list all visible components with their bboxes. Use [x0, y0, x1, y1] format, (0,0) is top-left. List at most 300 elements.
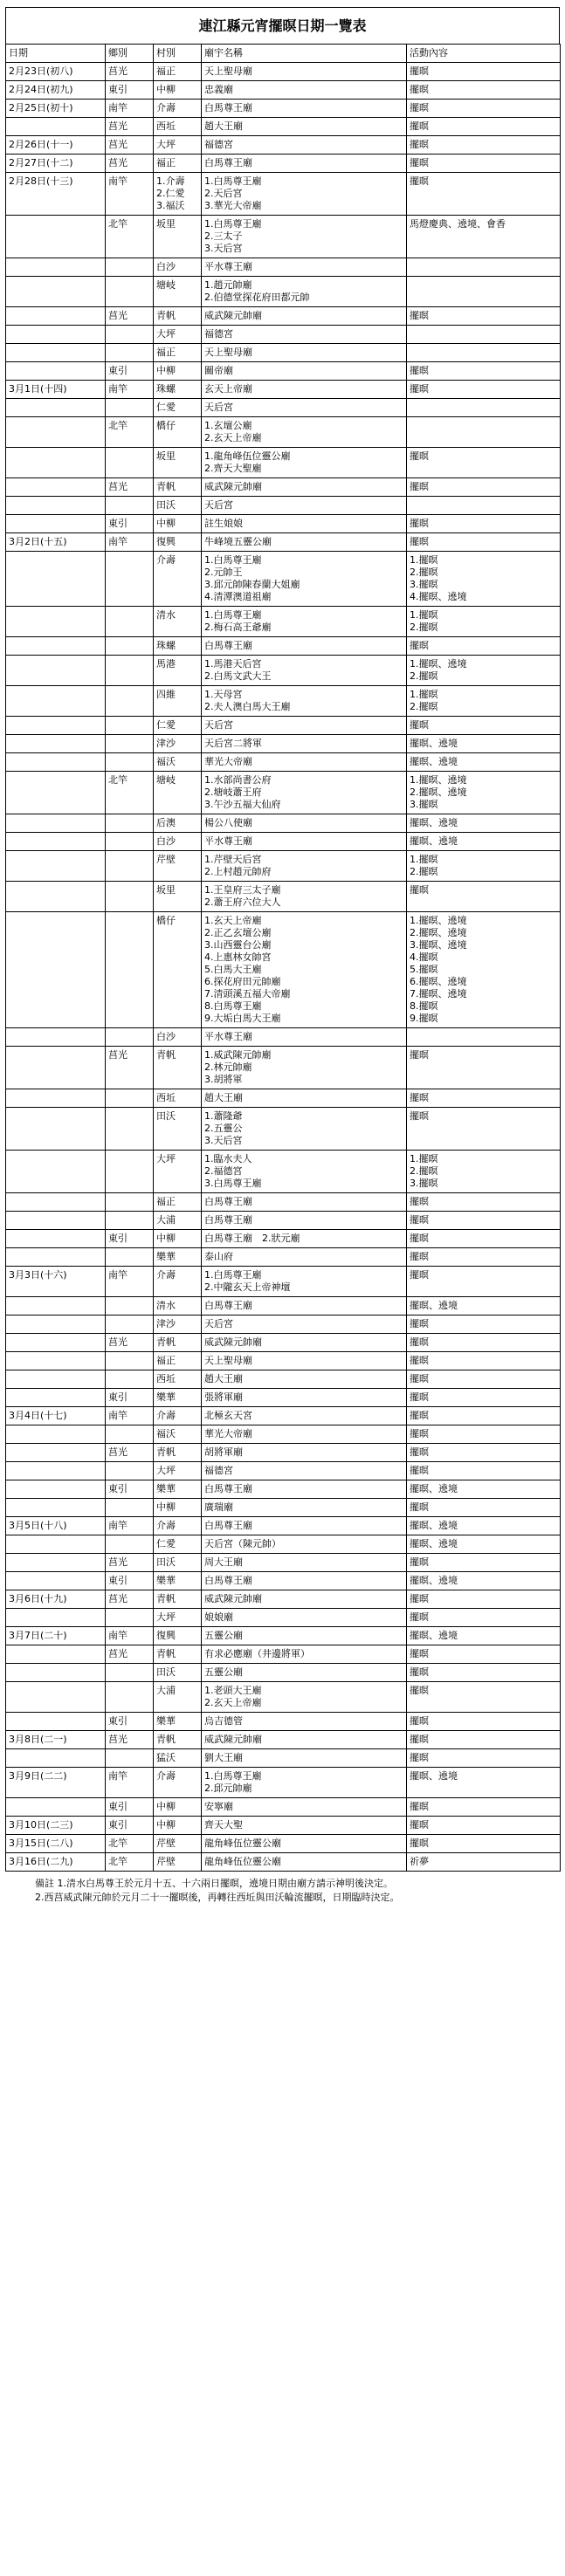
cell-date [6, 1230, 106, 1248]
cell-village: 福正 [154, 1352, 202, 1370]
cell-date [6, 1535, 106, 1554]
cell-date: 2月24日(初九) [6, 81, 106, 100]
schedule-table [5, 44, 561, 1872]
cell-temple: 1.水部尚書公府 2.塘岐蕭王府 3.午沙五福大仙府 [202, 772, 407, 814]
cell-activity: 擺暝 [407, 1047, 561, 1089]
cell-activity: 1.擺暝、遶境 2.擺暝、遶境 3.擺暝 [407, 772, 561, 814]
cell-activity: 擺暝、遶境 [407, 1768, 561, 1798]
cell-village: 清水 [154, 607, 202, 637]
cell-village: 猛沃 [154, 1749, 202, 1768]
cell-activity: 擺暝 [407, 381, 561, 399]
cell-date: 3月10日(二三) [6, 1817, 106, 1835]
cell-date: 3月4日(十七) [6, 1407, 106, 1425]
table-row [6, 717, 561, 735]
cell-activity [407, 258, 561, 277]
cell-village: 大坪 [154, 1151, 202, 1193]
cell-town [106, 1297, 154, 1315]
cell-date [6, 1089, 106, 1108]
table-row [6, 772, 561, 814]
cell-date [6, 1315, 106, 1334]
cell-village: 白沙 [154, 258, 202, 277]
cell-date: 2月28日(十三) [6, 173, 106, 216]
cell-date: 3月7日(二十) [6, 1627, 106, 1645]
cell-temple: 華光大帝廟 [202, 753, 407, 772]
cell-temple: 白馬尊王廟 [202, 1572, 407, 1590]
cell-date [6, 1749, 106, 1768]
cell-town: 莒光 [106, 1554, 154, 1572]
cell-village: 津沙 [154, 1315, 202, 1334]
cell-town: 南竿 [106, 1407, 154, 1425]
cell-temple: 劉大王廟 [202, 1749, 407, 1768]
cell-village: 青帆 [154, 478, 202, 497]
cell-village: 清水 [154, 1297, 202, 1315]
table-row [6, 1089, 561, 1108]
table-row [6, 1682, 561, 1713]
cell-village: 津沙 [154, 735, 202, 753]
document-title: 連江縣元宵擺暝日期一覽表 [5, 7, 560, 44]
cell-date [6, 851, 106, 882]
cell-temple: 白馬尊王廟 [202, 1480, 407, 1499]
cell-date [6, 833, 106, 851]
cell-activity: 擺暝 [407, 1212, 561, 1230]
cell-date: 3月8日(二一) [6, 1731, 106, 1749]
cell-activity: 擺暝 [407, 307, 561, 326]
cell-town [106, 1535, 154, 1554]
cell-activity: 1.擺暝 2.擺暝 [407, 851, 561, 882]
cell-temple: 白馬尊王廟 [202, 1212, 407, 1230]
cell-town [106, 1089, 154, 1108]
table-body [6, 63, 561, 1872]
cell-temple: 1.玄壇公廟 2.玄天上帝廟 [202, 417, 407, 448]
cell-village: 后澳 [154, 814, 202, 833]
cell-date [6, 399, 106, 417]
table-row [6, 1248, 561, 1267]
cell-date [6, 735, 106, 753]
cell-activity: 擺暝、遶境 [407, 1297, 561, 1315]
cell-activity: 擺暝 [407, 1499, 561, 1517]
footnote-line-2: 2.西莒威武陳元帥於元月二十一擺暝後，再轉往西坵與田沃輪流擺暝，日期臨時決定。 [35, 1892, 400, 1903]
cell-date [6, 497, 106, 515]
cell-town [106, 1664, 154, 1682]
cell-town [106, 1749, 154, 1768]
cell-temple: 天后宮 [202, 399, 407, 417]
cell-town [106, 1609, 154, 1627]
cell-date: 3月6日(十九) [6, 1590, 106, 1609]
cell-activity [407, 277, 561, 307]
table-row [6, 1817, 561, 1835]
table-row [6, 136, 561, 155]
table-row [6, 533, 561, 552]
cell-temple: 威武陳元帥廟 [202, 1731, 407, 1749]
cell-date [6, 1572, 106, 1590]
cell-village: 西坵 [154, 1370, 202, 1389]
cell-village: 大浦 [154, 1212, 202, 1230]
cell-date [6, 1798, 106, 1817]
header-town: 鄉別 [106, 45, 154, 63]
cell-town [106, 1248, 154, 1267]
cell-temple: 1.玄天上帝廟 2.正乙玄壇公廟 3.山西靈台公廟 4.上惠林女帥宮 5.白馬大王廟 6.探花府田元帥廟 7.清頭溪五福大帝廟 8.白馬尊王廟 9.大垢白馬大王廟 [202, 912, 407, 1028]
cell-town [106, 607, 154, 637]
table-row [6, 1462, 561, 1480]
cell-temple: 1.龍角峰伍位靈公廟 2.齊天大聖廟 [202, 448, 407, 478]
cell-date [6, 1389, 106, 1407]
cell-village: 福正 [154, 344, 202, 362]
cell-temple: 五靈公廟 [202, 1664, 407, 1682]
cell-date [6, 656, 106, 686]
cell-town: 北竿 [106, 1853, 154, 1872]
cell-town: 南竿 [106, 1517, 154, 1535]
cell-town [106, 851, 154, 882]
table-row [6, 1517, 561, 1535]
cell-town: 莒光 [106, 1731, 154, 1749]
cell-village: 田沃 [154, 1554, 202, 1572]
table-row [6, 1554, 561, 1572]
cell-date [6, 1028, 106, 1047]
cell-village: 仁愛 [154, 717, 202, 735]
cell-temple: 1.白馬尊王廟 2.梅石高王爺廟 [202, 607, 407, 637]
cell-temple: 玄天上帝廟 [202, 381, 407, 399]
cell-temple: 張將軍廟 [202, 1389, 407, 1407]
table-row [6, 607, 561, 637]
cell-town: 北竿 [106, 1835, 154, 1853]
cell-town [106, 258, 154, 277]
cell-village: 介壽 [154, 1517, 202, 1535]
cell-activity: 擺暝 [407, 1731, 561, 1749]
cell-temple: 1.趙元帥廟 2.伯德堂探花府田都元帥 [202, 277, 407, 307]
cell-village: 中柳 [154, 362, 202, 381]
cell-town [106, 497, 154, 515]
cell-village: 福正 [154, 155, 202, 173]
cell-village: 仁愛 [154, 399, 202, 417]
table-row [6, 362, 561, 381]
table-row [6, 1230, 561, 1248]
cell-town: 莒光 [106, 63, 154, 81]
table-row [6, 1664, 561, 1682]
cell-town [106, 277, 154, 307]
cell-date [6, 753, 106, 772]
cell-date: 3月16日(二九) [6, 1853, 106, 1872]
cell-activity: 擺暝 [407, 1108, 561, 1151]
cell-village: 芹壁 [154, 1835, 202, 1853]
cell-temple: 1.王皇府三太子廟 2.蕭王府六位大人 [202, 882, 407, 912]
table-row [6, 307, 561, 326]
table-row [6, 1297, 561, 1315]
cell-activity [407, 399, 561, 417]
cell-temple: 平水尊王廟 [202, 1028, 407, 1047]
cell-village: 大浦 [154, 1682, 202, 1713]
table-header-row [6, 45, 561, 63]
cell-temple: 天后宮 [202, 497, 407, 515]
cell-village: 青帆 [154, 1731, 202, 1749]
table-row [6, 478, 561, 497]
cell-activity: 擺暝、遶境 [407, 1627, 561, 1645]
table-row [6, 1212, 561, 1230]
cell-temple: 1.威武陳元帥廟 2.林元帥廟 3.胡將軍 [202, 1047, 407, 1089]
cell-town: 東引 [106, 1480, 154, 1499]
cell-activity: 擺暝 [407, 1713, 561, 1731]
cell-activity: 擺暝 [407, 1835, 561, 1853]
cell-temple: 天后宮 [202, 717, 407, 735]
cell-village: 青帆 [154, 1047, 202, 1089]
cell-town [106, 1370, 154, 1389]
table-row [6, 1407, 561, 1425]
cell-activity: 擺暝、遶境 [407, 735, 561, 753]
cell-temple: 忠義廟 [202, 81, 407, 100]
cell-date [6, 417, 106, 448]
cell-temple: 華光大帝廟 [202, 1425, 407, 1444]
cell-activity: 擺暝 [407, 1798, 561, 1817]
cell-temple: 五靈公廟 [202, 1627, 407, 1645]
cell-town: 南竿 [106, 533, 154, 552]
cell-date: 2月25日(初十) [6, 100, 106, 118]
table-row [6, 552, 561, 607]
footnote [9, 1877, 559, 1905]
cell-village: 青帆 [154, 307, 202, 326]
cell-village: 樂華 [154, 1389, 202, 1407]
cell-town [106, 1193, 154, 1212]
cell-village: 大坪 [154, 136, 202, 155]
cell-activity: 1.擺暝 2.擺暝 3.擺暝 4.擺暝、遶境 [407, 552, 561, 607]
cell-date [6, 1609, 106, 1627]
cell-village: 復興 [154, 1627, 202, 1645]
cell-town [106, 1151, 154, 1193]
cell-activity: 擺暝 [407, 448, 561, 478]
cell-activity: 擺暝 [407, 63, 561, 81]
cell-town [106, 833, 154, 851]
cell-date: 3月3日(十六) [6, 1267, 106, 1297]
cell-village: 芹壁 [154, 1853, 202, 1872]
cell-town: 南竿 [106, 1267, 154, 1297]
cell-town [106, 686, 154, 717]
table-row [6, 1713, 561, 1731]
cell-temple: 趙大王廟 [202, 1370, 407, 1389]
table-row [6, 173, 561, 216]
table-row [6, 753, 561, 772]
cell-village: 復興 [154, 533, 202, 552]
cell-village: 樂華 [154, 1480, 202, 1499]
cell-town [106, 912, 154, 1028]
cell-temple: 天后宮（陳元帥） [202, 1535, 407, 1554]
header-temple: 廟宇名稱 [202, 45, 407, 63]
table-row [6, 1749, 561, 1768]
cell-activity: 擺暝 [407, 478, 561, 497]
cell-date [6, 448, 106, 478]
cell-town [106, 1028, 154, 1047]
table-row [6, 1370, 561, 1389]
cell-date [6, 1108, 106, 1151]
table-row [6, 1768, 561, 1798]
cell-temple: 威武陳元帥廟 [202, 478, 407, 497]
cell-date [6, 552, 106, 607]
cell-town [106, 1499, 154, 1517]
cell-date [6, 912, 106, 1028]
cell-activity: 1.擺暝 2.擺暝 [407, 607, 561, 637]
cell-village: 1.介壽 2.仁愛 3.福沃 [154, 173, 202, 216]
cell-town [106, 717, 154, 735]
cell-activity: 擺暝、遶境 [407, 753, 561, 772]
cell-temple: 有求必應廟（井邊將軍） [202, 1645, 407, 1664]
cell-town: 莒光 [106, 155, 154, 173]
cell-date [6, 1151, 106, 1193]
table-row [6, 100, 561, 118]
table-row [6, 1590, 561, 1609]
cell-village: 介壽 [154, 552, 202, 607]
cell-temple: 天后宮二將軍 [202, 735, 407, 753]
cell-village: 樂華 [154, 1713, 202, 1731]
cell-town [106, 814, 154, 833]
cell-temple: 白馬尊王廟 [202, 1193, 407, 1212]
table-row [6, 1499, 561, 1517]
cell-village: 福正 [154, 63, 202, 81]
cell-village: 介壽 [154, 1768, 202, 1798]
cell-temple: 福德宮 [202, 1462, 407, 1480]
cell-date [6, 1352, 106, 1370]
cell-activity [407, 326, 561, 344]
table-row [6, 1334, 561, 1352]
cell-temple: 白馬尊王廟 2.狀元廟 [202, 1230, 407, 1248]
table-row [6, 1853, 561, 1872]
table-row [6, 1047, 561, 1089]
table-row [6, 1835, 561, 1853]
cell-activity: 擺暝 [407, 1425, 561, 1444]
cell-village: 西坵 [154, 118, 202, 136]
cell-temple: 天上聖母廟 [202, 344, 407, 362]
cell-date [6, 1248, 106, 1267]
cell-temple: 白馬尊王廟 [202, 637, 407, 656]
cell-activity: 馬燈慶典、遶境、會香 [407, 216, 561, 258]
cell-village: 福沃 [154, 753, 202, 772]
header-activity: 活動內容 [407, 45, 561, 63]
cell-temple: 楊公八使廟 [202, 814, 407, 833]
cell-village: 青帆 [154, 1334, 202, 1352]
cell-town: 東引 [106, 1389, 154, 1407]
cell-temple: 龍角峰伍位靈公廟 [202, 1835, 407, 1853]
cell-temple: 威武陳元帥廟 [202, 307, 407, 326]
cell-town: 東引 [106, 1798, 154, 1817]
cell-town [106, 399, 154, 417]
cell-date [6, 1425, 106, 1444]
cell-village: 田沃 [154, 1108, 202, 1151]
table-row [6, 1572, 561, 1590]
cell-town: 北竿 [106, 216, 154, 258]
cell-date [6, 814, 106, 833]
table-row [6, 656, 561, 686]
cell-town [106, 344, 154, 362]
cell-temple: 胡將軍廟 [202, 1444, 407, 1462]
cell-village: 中柳 [154, 515, 202, 533]
cell-date [6, 1480, 106, 1499]
cell-activity: 擺暝 [407, 717, 561, 735]
cell-temple: 1.白馬尊王廟 2.元帥王 3.邱元帥陳春蘭大姐廟 4.清潭澳道祖廟 [202, 552, 407, 607]
cell-village: 塘岐 [154, 772, 202, 814]
cell-town [106, 1352, 154, 1370]
table-row [6, 118, 561, 136]
cell-town: 南竿 [106, 1768, 154, 1798]
cell-activity [407, 417, 561, 448]
cell-activity: 擺暝 [407, 1407, 561, 1425]
cell-date: 2月26日(十一) [6, 136, 106, 155]
cell-date [6, 478, 106, 497]
cell-temple: 白馬尊王廟 [202, 1297, 407, 1315]
cell-town [106, 735, 154, 753]
table-row [6, 1444, 561, 1462]
table-row [6, 155, 561, 173]
cell-village: 大坪 [154, 1609, 202, 1627]
cell-temple: 1.白馬尊王廟 2.中隴玄天上帝神壇 [202, 1267, 407, 1297]
cell-village: 樂華 [154, 1248, 202, 1267]
cell-town: 南竿 [106, 100, 154, 118]
cell-date [6, 1645, 106, 1664]
table-row [6, 448, 561, 478]
cell-activity: 擺暝 [407, 1352, 561, 1370]
cell-date: 2月27日(十二) [6, 155, 106, 173]
table-row [6, 851, 561, 882]
cell-activity [407, 497, 561, 515]
table-row [6, 686, 561, 717]
cell-activity: 擺暝 [407, 1609, 561, 1627]
cell-village: 坂里 [154, 216, 202, 258]
cell-temple: 註生娘娘 [202, 515, 407, 533]
cell-town: 東引 [106, 515, 154, 533]
cell-village: 塘岐 [154, 277, 202, 307]
cell-town: 東引 [106, 1230, 154, 1248]
cell-temple: 福德宮 [202, 136, 407, 155]
cell-town [106, 1108, 154, 1151]
table-row [6, 814, 561, 833]
cell-activity: 祈夢 [407, 1853, 561, 1872]
cell-town: 莒光 [106, 1444, 154, 1462]
cell-town [106, 1425, 154, 1444]
table-row [6, 1627, 561, 1645]
cell-temple: 烏吉德管 [202, 1713, 407, 1731]
header-village: 村別 [154, 45, 202, 63]
cell-village: 珠螺 [154, 381, 202, 399]
cell-activity: 1.擺暝、遶境 2.擺暝 [407, 656, 561, 686]
cell-date: 3月5日(十八) [6, 1517, 106, 1535]
cell-town [106, 882, 154, 912]
cell-date [6, 882, 106, 912]
cell-date [6, 607, 106, 637]
cell-temple: 1.馬港天后宮 2.白馬文武大王 [202, 656, 407, 686]
cell-activity: 1.擺暝 2.擺暝 3.擺暝 [407, 1151, 561, 1193]
cell-temple: 威武陳元帥廟 [202, 1590, 407, 1609]
cell-village: 芹壁 [154, 851, 202, 882]
cell-village: 中柳 [154, 1798, 202, 1817]
cell-activity: 擺暝、遶境 [407, 833, 561, 851]
cell-activity: 擺暝 [407, 533, 561, 552]
table-row [6, 63, 561, 81]
table-row [6, 1798, 561, 1817]
cell-activity: 擺暝 [407, 1462, 561, 1480]
cell-village: 田沃 [154, 1664, 202, 1682]
cell-activity: 擺暝 [407, 1749, 561, 1768]
cell-temple: 平水尊王廟 [202, 833, 407, 851]
cell-activity: 擺暝 [407, 1645, 561, 1664]
cell-date [6, 515, 106, 533]
cell-activity [407, 1028, 561, 1047]
cell-activity: 1.擺暝 2.擺暝 [407, 686, 561, 717]
cell-temple: 1.白馬尊王廟 2.天后宮 3.華光大帝廟 [202, 173, 407, 216]
cell-activity: 擺暝 [407, 1267, 561, 1297]
cell-activity: 擺暝 [407, 173, 561, 216]
cell-town [106, 753, 154, 772]
cell-date [6, 717, 106, 735]
cell-town [106, 1682, 154, 1713]
cell-activity: 擺暝 [407, 1315, 561, 1334]
cell-town: 東引 [106, 362, 154, 381]
cell-date [6, 1444, 106, 1462]
table-row [6, 515, 561, 533]
